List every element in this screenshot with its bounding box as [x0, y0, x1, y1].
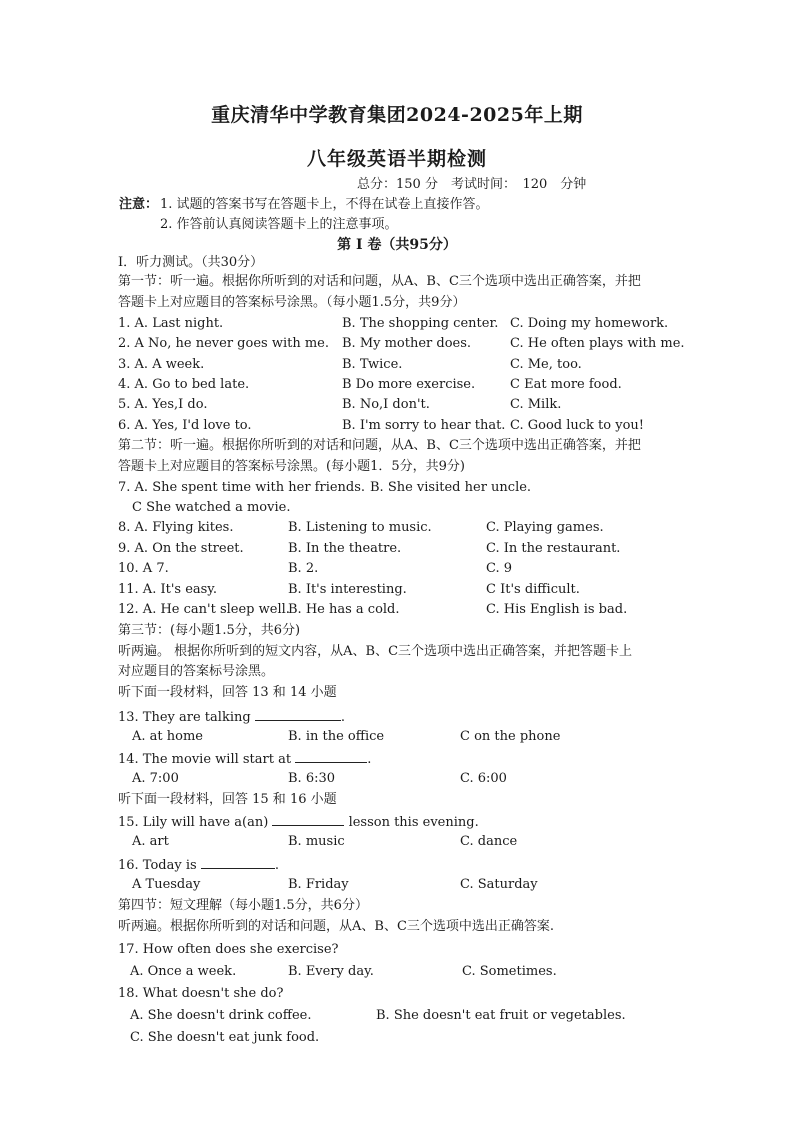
q9-option-c: C. In the restaurant. — [486, 541, 621, 556]
q7-option-c: C She watched a movie. — [132, 500, 291, 515]
q18-stem: 18. What doesn't she do? — [118, 986, 284, 1001]
section1-instruction-line2: 答题卡上对应题目的答案标号涂黑。（每小题1.5分，共9分） — [118, 295, 466, 310]
q13-option-b: B. in the office — [288, 729, 385, 744]
q14-stem-text: 14. The movie will start at — [118, 752, 292, 767]
q17-stem: 17. How often does she exercise? — [118, 942, 339, 957]
q13-stem — [118, 708, 345, 726]
q18-option-a: A. She doesn't drink coffee. — [130, 1008, 312, 1023]
section4-title: 第四节：短文理解（每小题1.5分，共6分） — [118, 898, 368, 913]
q10-option-b: B. 2. — [288, 561, 319, 576]
q4-option-c: C Eat more food. — [510, 377, 622, 392]
q15-stem — [118, 813, 479, 831]
q11-option-a: 11. A. It's easy. — [118, 582, 218, 597]
q14-stem-end: . — [367, 752, 372, 767]
q16-stem — [118, 856, 279, 874]
q12-option-b: B. He has a cold. — [288, 602, 400, 617]
section2-instruction-line2: 答题卡上对应题目的答案标号涂黑。(每小题1．5分，共9分) — [118, 459, 465, 474]
exam-title: 重庆清华中学教育集团2024-2025年上期 — [211, 104, 583, 126]
q16-stem-text: 16. Today is — [118, 858, 197, 873]
q11-option-c: C It's difficult. — [486, 582, 580, 597]
q3-option-b: B. Twice. — [342, 357, 403, 372]
q15-stem-end: lesson this evening. — [348, 815, 479, 830]
q4-option-b: B Do more exercise. — [342, 377, 476, 392]
q10-option-c: C. 9 — [486, 561, 513, 576]
q10-option-a: 10. A 7. — [118, 561, 169, 576]
q11-option-b: B. It's interesting. — [288, 582, 407, 597]
q13-blank — [255, 708, 341, 721]
q8-option-b: B. Listening to music. — [288, 520, 432, 535]
q15-option-b: B. music — [288, 834, 345, 849]
q3-option-a: 3. A. A week. — [118, 357, 205, 372]
note-line-2: 2. 作答前认真阅读答题卡上的注意事项。 — [160, 217, 398, 232]
q8-option-c: C. Playing games. — [486, 520, 604, 535]
q16-blank — [201, 856, 275, 869]
q13-stem-end: . — [340, 710, 345, 725]
q15-option-a: A. art — [132, 834, 169, 849]
q5-option-c: C. Milk. — [510, 397, 562, 412]
q15-blank — [272, 813, 344, 826]
q12-option-c: C. His English is bad. — [486, 602, 628, 617]
q18-option-c: C. She doesn't eat junk food. — [130, 1030, 320, 1045]
q14-option-c: C. 6:00 — [460, 771, 507, 786]
section3-instruction-line1: 听两遍。 根据你所听到的短文内容，从A、B、C三个选项中选出正确答案，并把答题卡上 — [118, 644, 633, 659]
section4-instruction: 听两遍。根据你所听到的对话和问题，从A、B、C三个选项中选出正确答案. — [118, 919, 555, 934]
q2-option-a: 2. A No, he never goes with me. — [118, 336, 329, 351]
section3-title: 第三节：(每小题1.5分，共6分) — [118, 623, 301, 638]
q16-option-a: A Tuesday — [132, 877, 201, 892]
section2-instruction-line1: 第二节：听一遍。根据你所听到的对话和问题，从A、B、C三个选项中选出正确答案，并把 — [118, 438, 641, 453]
q7-option-a: 7. A. She spent time with her friends. — [118, 480, 366, 495]
q18-option-b: B. She doesn't eat fruit or vegetables. — [376, 1008, 626, 1023]
notes-label: 注意： — [119, 197, 159, 212]
q3-option-c: C. Me, too. — [510, 357, 582, 372]
q13-option-c: C on the phone — [460, 729, 561, 744]
q16-option-b: B. Friday — [288, 877, 349, 892]
q17-option-b: B. Every day. — [288, 964, 374, 979]
q15-option-c: C. dance — [460, 834, 518, 849]
q1-option-c: C. Doing my homework. — [510, 316, 669, 331]
q6-option-a: 6. A. Yes, I'd love to. — [118, 418, 252, 433]
q9-option-a: 9. A. On the street. — [118, 541, 244, 556]
q14-option-b: B. 6:30 — [288, 771, 336, 786]
q16-stem-end: . — [274, 858, 279, 873]
section3-material-2: 听下面一段材料，回答 15 和 16 小题 — [118, 792, 337, 807]
q14-stem — [118, 750, 371, 768]
q13-option-a: A. at home — [132, 729, 203, 744]
q17-option-a: A. Once a week. — [130, 964, 237, 979]
q12-option-a: 12. A. He can't sleep well. — [118, 602, 290, 617]
score-time-info: 总分：150 分 考试时间： 120 分钟 — [357, 177, 587, 192]
q2-option-c: C. He often plays with me. — [510, 336, 685, 351]
q14-option-a: A. 7:00 — [132, 771, 179, 786]
q5-option-a: 5. A. Yes,I do. — [118, 397, 208, 412]
note-line-1: 1. 试题的答案书写在答题卡上，不得在试卷上直接作答。 — [160, 197, 489, 212]
q9-option-b: B. In the theatre. — [288, 541, 402, 556]
q7-option-b: B. She visited her uncle. — [370, 480, 532, 495]
q2-option-b: B. My mother does. — [342, 336, 472, 351]
q5-option-b: B. No,I don't. — [342, 397, 430, 412]
q15-stem-text: 15. Lily will have a(an) — [118, 815, 269, 830]
section1-instruction-line1: 第一节：听一遍。根据你所听到的对话和问题，从A、B、C三个选项中选出正确答案，并把 — [118, 274, 641, 289]
section3-instruction-line2: 对应题目的答案标号涂黑。 — [118, 664, 275, 679]
q17-option-c: C. Sometimes. — [462, 964, 557, 979]
q8-option-a: 8. A. Flying kites. — [118, 520, 234, 535]
q4-option-a: 4. A. Go to bed late. — [118, 377, 250, 392]
q1-option-b: B. The shopping center. — [342, 316, 499, 331]
q16-option-c: C. Saturday — [460, 877, 538, 892]
volume-title: 第 I 卷（共95分） — [337, 237, 457, 253]
part1-title: I．听力测试。（共30分） — [118, 255, 264, 270]
q1-option-a: 1. A. Last night. — [118, 316, 224, 331]
q14-blank — [295, 750, 367, 763]
q13-stem-text: 13. They are talking — [118, 710, 251, 725]
exam-subtitle: 八年级英语半期检测 — [306, 148, 487, 170]
q6-option-c: C. Good luck to you! — [510, 418, 645, 433]
q6-option-b: B. I'm sorry to hear that. — [342, 418, 506, 433]
section3-material-1: 听下面一段材料，回答 13 和 14 小题 — [118, 685, 337, 700]
